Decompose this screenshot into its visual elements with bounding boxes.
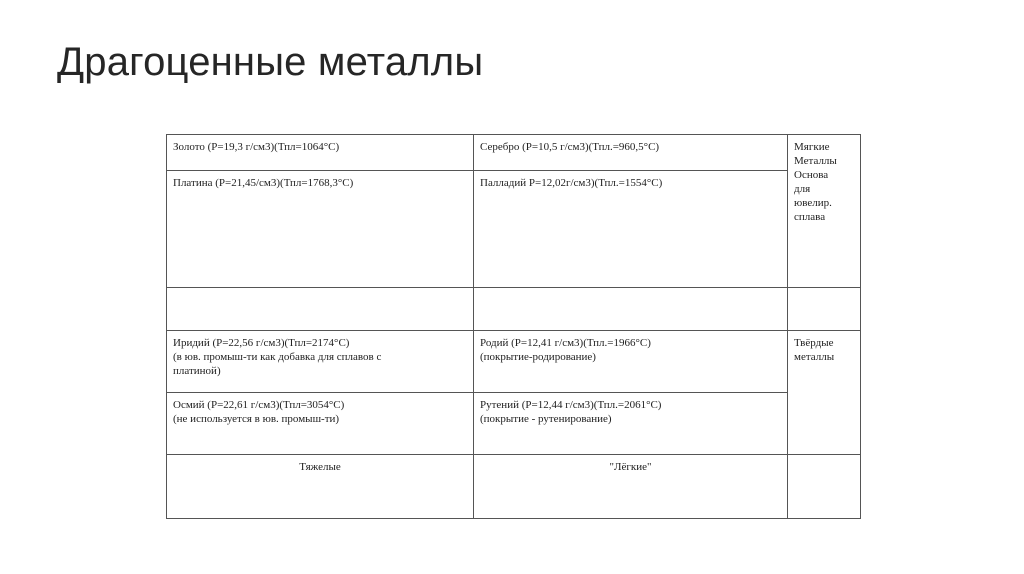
cell-line: платиной) <box>173 365 221 377</box>
cell-text: Серебро (Р=10,5 г/см3)(Тпл.=960,5°С) <box>480 141 660 153</box>
cell-line: (покрытие-родирование) <box>480 351 596 363</box>
table-cell-empty <box>167 288 474 331</box>
table-cell-empty <box>788 455 861 519</box>
table-row <box>167 171 861 288</box>
cell-line: Иридий (Р=22,56 г/см3)(Тпл=2174°С) <box>173 337 350 349</box>
table-cell-light <box>474 455 788 519</box>
cell-text: Платина (Р=21,45/см3)(Тпл=1768,3°С) <box>173 177 354 189</box>
cell-line: Рутений (Р=12,44 г/см3)(Тпл.=2061°С) <box>480 399 662 411</box>
table-cell-empty <box>788 288 861 331</box>
table-cell-osmium <box>167 393 474 455</box>
table-cell-platinum <box>167 171 474 288</box>
soft-group-line: сплава <box>794 211 826 223</box>
table-row <box>167 135 861 171</box>
table-cell-soft-metals <box>788 135 861 288</box>
metals-table <box>166 134 861 519</box>
cell-line: Родий (Р=12,41 г/см3)(Тпл.=1966°С) <box>480 337 651 349</box>
cell-text: Тяжелые <box>299 461 341 473</box>
table-cell-hard-metals <box>788 331 861 455</box>
table-cell-ruthenium <box>474 393 788 455</box>
cell-text: "Лёгкие" <box>609 461 652 473</box>
table-row <box>167 455 861 519</box>
cell-line: (в юв. промыш-ти как добавка для сплавов с <box>173 351 382 363</box>
cell-text: Палладий Р=12,02г/см3)(Тпл.=1554°С) <box>480 177 663 189</box>
cell-line: (не используется в юв. промыш-ти) <box>173 413 340 425</box>
soft-group-line: для <box>794 183 811 195</box>
soft-group-line: Металлы <box>794 155 837 167</box>
hard-group-line: металлы <box>794 351 835 363</box>
soft-group-line: Основа <box>794 169 829 181</box>
table-cell-rhodium <box>474 331 788 393</box>
soft-group-line: Мягкие <box>794 141 830 153</box>
cell-line: Осмий (Р=22,61 г/см3)(Тпл=3054°С) <box>173 399 345 411</box>
table-row-empty <box>167 288 861 331</box>
hard-group-line: Твёрдые <box>794 337 834 349</box>
table-cell-silver <box>474 135 788 171</box>
table-cell-iridium <box>167 331 474 393</box>
soft-group-line: ювелир. <box>794 197 832 209</box>
table-cell-palladium <box>474 171 788 288</box>
slide-title: Драгоценные металлы <box>57 40 484 84</box>
table-cell-gold <box>167 135 474 171</box>
cell-line: (покрытие - рутенирование) <box>480 413 612 425</box>
table-row <box>167 331 861 393</box>
table-cell-heavy <box>167 455 474 519</box>
table-cell-empty <box>474 288 788 331</box>
table-row <box>167 393 861 455</box>
cell-text: Золото (Р=19,3 г/см3)(Тпл=1064°С) <box>173 141 340 153</box>
